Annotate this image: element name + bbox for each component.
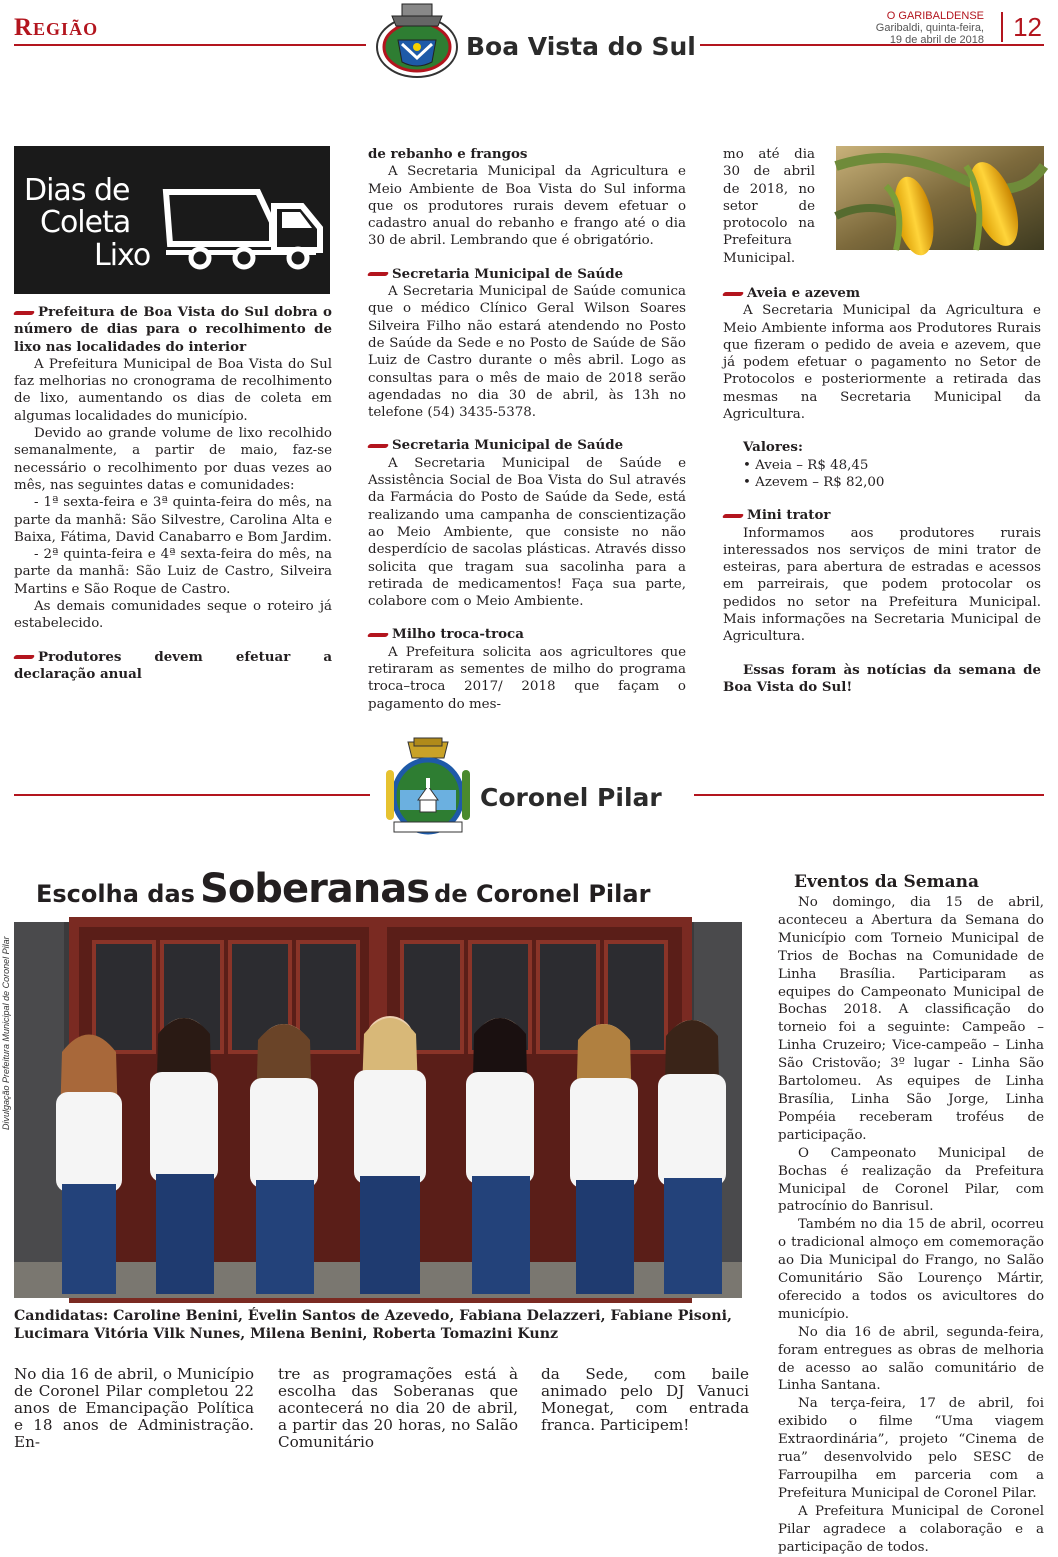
paper-place-date: Garibaldi, quinta-feira, (875, 22, 984, 34)
headline-health-2-text: Secretaria Municipal de Saúde (392, 437, 624, 454)
red-dash-marker (367, 444, 389, 448)
red-dash-marker (367, 272, 389, 276)
paragraph: Devido ao grande volume de lixo recolhido semanalmente, a partir de maio, faz-se necessário o recolhimento por duas vezes ao mês, nas seguintes datas e comunidades: (14, 426, 332, 493)
coronel-column-2: tre as programações está à escolha das Soberanas que acontecerá no dia 20 de abril, a partir das 20 horas, no Salão Comunitário (278, 1365, 518, 1451)
photo-caption: Candidatas: Caroline Benini, Évelin Santos de Azevedo, Fabiana Delazzeri, Fabiane Pisoni, Lucimara Vitória Vilk Nunes, Milena Benini, Roberta Tomazini Kunz (14, 1308, 732, 1342)
spacer (368, 610, 686, 626)
events-paragraph: No dia 16 de abril, segunda-feira, foram entregues as obras de melhoria de acesso ao salão comunitário de Linha Santana. (778, 1324, 1044, 1394)
article-column-2 (368, 146, 686, 713)
events-paragraph: Também no dia 15 de abril, ocorreu o tradicional almoço em comemoração ao Dia Municipal do Frango, no Salão Comunitário São Lourenço Mártir, oferecido a todos os avicultores do município. (778, 1217, 1044, 1322)
paper-name: O GARIBALDENSE (886, 10, 984, 22)
headline-health-2 (368, 437, 686, 454)
headline-continued: de rebanho e frangos (368, 146, 528, 162)
photo-credit: Divulgação Prefeitura Municipal de Coronel Pilar (1, 936, 11, 1130)
article-column-3 (723, 285, 1041, 696)
paragraph: As demais comunidades seque o roteiro já estabelecido. (14, 599, 332, 632)
paragraph: - 2ª quinta-feira e 4ª sexta-feira do mês, na parte da manhã: São Luiz de Castro, Silveira Martins e São Roque de Castro. (14, 547, 332, 597)
closing-note: Essas foram às notícias da semana de Boa Vista do Sul! (723, 661, 1041, 695)
paragraph: A Secretaria Municipal de Saúde comunica que o médico Clínico Geral Wilson Soares Silveira Filho não estará atendendo no Posto de Saúde da Sede e no Posto de Saúde de São Luiz de Castro durante o mês abril. Logo as consultas para o mês de maio de 2018 serão agendadas no dia 30 de abril, às 13h no telefone (54) 3435-5378. (368, 284, 686, 421)
headline-garbage (14, 304, 332, 356)
banner-line-3: Lixo (94, 238, 151, 273)
banner-line-2: Coleta (40, 205, 131, 240)
headline-declaration-text: Produtores devem efetuar a declaração anual (14, 648, 332, 682)
headline-part-a: Escolha das (36, 880, 195, 908)
headline-part-b: Soberanas (200, 866, 430, 912)
header-rule-left (14, 44, 366, 46)
page-number: 12 (1001, 12, 1042, 42)
spacer (368, 421, 686, 437)
red-dash-marker (367, 633, 389, 637)
paper-info (876, 10, 984, 46)
headline-health-1 (368, 266, 686, 283)
events-paragraph: O Campeonato Municipal de Bochas é realização da Prefeitura Municipal de Coronel Pilar, com patrocínio do Banrisul. (778, 1145, 1044, 1215)
town-title-boa-vista: Boa Vista do Sul (466, 32, 696, 61)
coronel-headline (36, 866, 650, 912)
banner-line-1: Dias de (24, 173, 130, 208)
spacer (723, 646, 1041, 662)
spacer (14, 633, 332, 649)
headline-corn (368, 626, 686, 643)
headline-oats (723, 285, 1041, 302)
paragraph: - 1ª sexta-feira e 3ª quinta-feira do mês, na parte da manhã: São Silvestre, Carolina Alta e Baixa, Fátima, David Canabarro e Bom Jardim. (14, 495, 332, 545)
headline-declaration (14, 649, 332, 684)
headline-part-c: de Coronel Pilar (434, 880, 651, 908)
red-dash-marker (13, 311, 35, 315)
values-label: Valores: (743, 439, 803, 456)
paragraph: A Prefeitura Municipal de Boa Vista do Sul faz melhorias no cronograma de recolhimento de lixo, aumentando os dias de coleta em algumas localidades do município. (14, 356, 332, 424)
spacer (723, 423, 1041, 439)
paragraph: A Secretaria Municipal da Agricultura e Meio Ambiente de Boa Vista do Sul informa que os produtores rurais devem efetuar o cadastro anual do rebanho e frango até o dia 30 de abril. Lembrando que é obrigatório. (368, 164, 686, 249)
headline-garbage-text: Prefeitura de Boa Vista do Sul dobra o número de dias para o recolhimento de lixo nas localidades do interior (14, 304, 332, 355)
candidates-photo (14, 922, 742, 1298)
article-column-1 (14, 304, 332, 683)
paper-date: 19 de abril de 2018 (889, 34, 984, 46)
coronel-pilar-crest (380, 738, 476, 838)
headline-corn-text: Milho troca-troca (392, 626, 524, 643)
headline-mini-tractor (723, 507, 1041, 524)
value-oats: • Aveia – R$ 48,45 (743, 457, 869, 473)
events-title: Eventos da Semana (794, 872, 979, 892)
paragraph: A Prefeitura solicita aos agricultores que retiraram as sementes de milho do programa troca–troca 2017/ 2018 que façam o pagamento do mes- (368, 644, 686, 712)
spacer (723, 491, 1041, 507)
coronel-column-3: da Sede, com baile animado pelo DJ Vanuci Monegat, com entrada franca. Participem! (541, 1365, 749, 1434)
headline-mini-tractor-text: Mini trator (747, 507, 831, 524)
spacer (368, 250, 686, 266)
coronel-rule-left (14, 794, 370, 796)
events-column (778, 872, 1044, 1557)
paragraph: mo até dia 30 de abril de 2018, no setor de protocolo na Prefeitura Municipal. (723, 147, 815, 266)
garbage-collection-banner (14, 146, 330, 294)
paragraph: A Secretaria Municipal de Saúde e Assistência Social de Boa Vista do Sul através da Farmácia do Posto de Saúde da Sede, está realizando uma campanha de conscientização ao Meio Ambiente, que consiste no não desperdício de sacolas plásticas. Através disso solicita que tragam sua sacolinha para a retirada de medicamentos! Faça sua parte, colabore com o Meio Ambiente. (368, 455, 686, 610)
events-paragraph: Na terça-feira, 17 de abril, foi exibido o filme “Uma viagem Extraordinária”, projeto “Cinema de rua” desenvolvido pelo SESC de Farroupilha em parceria com a Prefeitura Municipal de Coronel Pilar. (778, 1396, 1044, 1501)
paragraph: Informamos aos produtores rurais interessados nos serviços de mini trator de esteiras, para abertura de estradas e acessos em parreirais, que podem protocolar os pedidos no setor na Prefeitura Municipal. Mais informações na Secretaria Municipal de Agricultura. (723, 525, 1041, 645)
boa-vista-crest (372, 0, 462, 82)
events-paragraph: A Prefeitura Municipal de Coronel Pilar agradece a colaboração e a participação de todos. (778, 1503, 1044, 1555)
section-label: Região (14, 14, 99, 41)
town-title-coronel-pilar: Coronel Pilar (480, 783, 662, 812)
coronel-rule-right (694, 794, 1044, 796)
corn-photo (836, 146, 1044, 250)
red-dash-marker (722, 292, 744, 296)
red-dash-marker (13, 655, 35, 659)
headline-oats-text: Aveia e azevem (747, 285, 861, 301)
garbage-truck-icon (162, 182, 328, 274)
red-dash-marker (722, 514, 744, 518)
column-3-continued (723, 146, 815, 267)
value-ryegrass: • Azevem – R$ 82,00 (743, 474, 885, 490)
coronel-column-1: No dia 16 de abril, o Município de Coronel Pilar completou 22 anos de Emancipação Política e 18 anos de Administração. En- (14, 1365, 254, 1451)
headline-health-1-text: Secretaria Municipal de Saúde (392, 265, 624, 282)
header-rule-right (700, 44, 1044, 46)
events-paragraph: No domingo, dia 15 de abril, aconteceu a Abertura da Semana do Município com Torneio Municipal de Trios de Bochas na Comunidade de Linha Brasília. Participaram as equipes do Campeonato Municipal de Bochas 2018. A classificação do torneio foi a seguinte: Campeão – Linha Cruzeiro; Vice-campeão – Linha São Cristovão; 3º lugar - Linha São Bartolomeu. As equipes de Linha Brasília, Linha São Jorge, Linha Pompéia receberam troféus de participação. (778, 895, 1044, 1143)
paragraph: A Secretaria Municipal da Agricultura e Meio Ambiente informa aos Produtores Rurais que fizeram o pedido de aveia e azevem, que já podem efetuar o pagamento no Setor de Protocolos e posteriormente a retirada das mesmas na Secretaria Municipal da Agricultura. (723, 303, 1041, 423)
